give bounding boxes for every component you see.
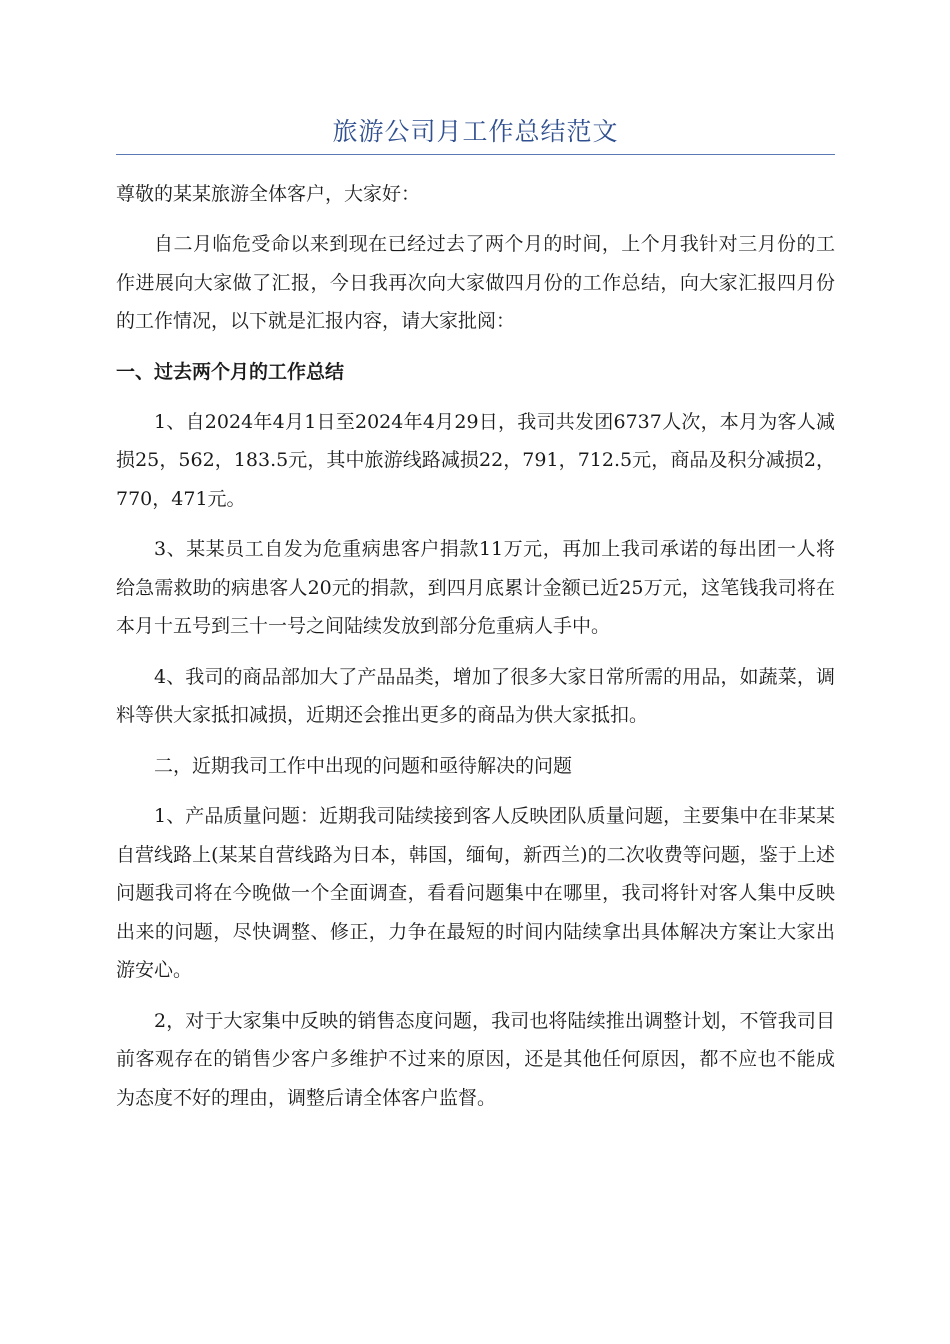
section-1-heading: 一、过去两个月的工作总结 [116,360,345,383]
document-page [116,112,835,1117]
section-2-paragraph-2: 2，对于大家集中反映的销售态度问题，我司也将陆续推出调整计划，不管我司目前客观存在的销售少客户多维护不过来的原因，还是其他任何原因，都不应也不能成为态度不好的理由，调整后请全体客户监督。 [116,1009,835,1109]
section-2-heading: 二，近期我司工作中出现的问题和亟待解决的问题 [154,754,573,777]
section-1-paragraph-3: 4、我司的商品部加大了产品品类，增加了很多大家日常所需的用品，如蔬菜，调料等供大家抵扣减损，近期还会推出更多的商品为供大家抵扣。 [116,665,835,726]
section-1-paragraph-2: 3、某某员工自发为危重病患客户捐款11万元，再加上我司承诺的每出团一人将给急需救助的病患客人20元的捐款，到四月底累计金额已近25万元，这笔钱我司将在本月十五号到三十一号之间陆续发放到部分危重病人手中。 [116,538,835,637]
section-2-paragraph-1: 1、产品质量问题：近期我司陆续接到客人反映团队质量问题，主要集中在非某某自营线路上(某某自营线路为日本，韩国，缅甸，新西兰)的二次收费等问题，鉴于上述问题我司将在今晚做一个全面调查，看看问题集中在哪里，我司将针对客人集中反映出来的问题，尽快调整、修正，力争在最短的时间内陆续拿出具体解决方案让大家出游安心。 [116,805,835,981]
greeting: 尊敬的某某旅游全体客户，大家好： [116,183,421,205]
section-1-paragraph-1: 1、自2024年4月1日至2024年4月29日，我司共发团6737人次，本月为客人减损25，562，183.5元，其中旅游线路减损22，791，712.5元，商品及积分减损2，770，471元。 [116,410,835,510]
intro-paragraph: 自二月临危受命以来到现在已经过去了两个月的时间，上个月我针对三月份的工作进展向大家做了汇报，今日我再次向大家做四月份的工作总结，向大家汇报四月份的工作情况，以下就是汇报内容，请大家批阅： [116,233,835,332]
document-title: 旅游公司月工作总结范文 [116,112,835,155]
